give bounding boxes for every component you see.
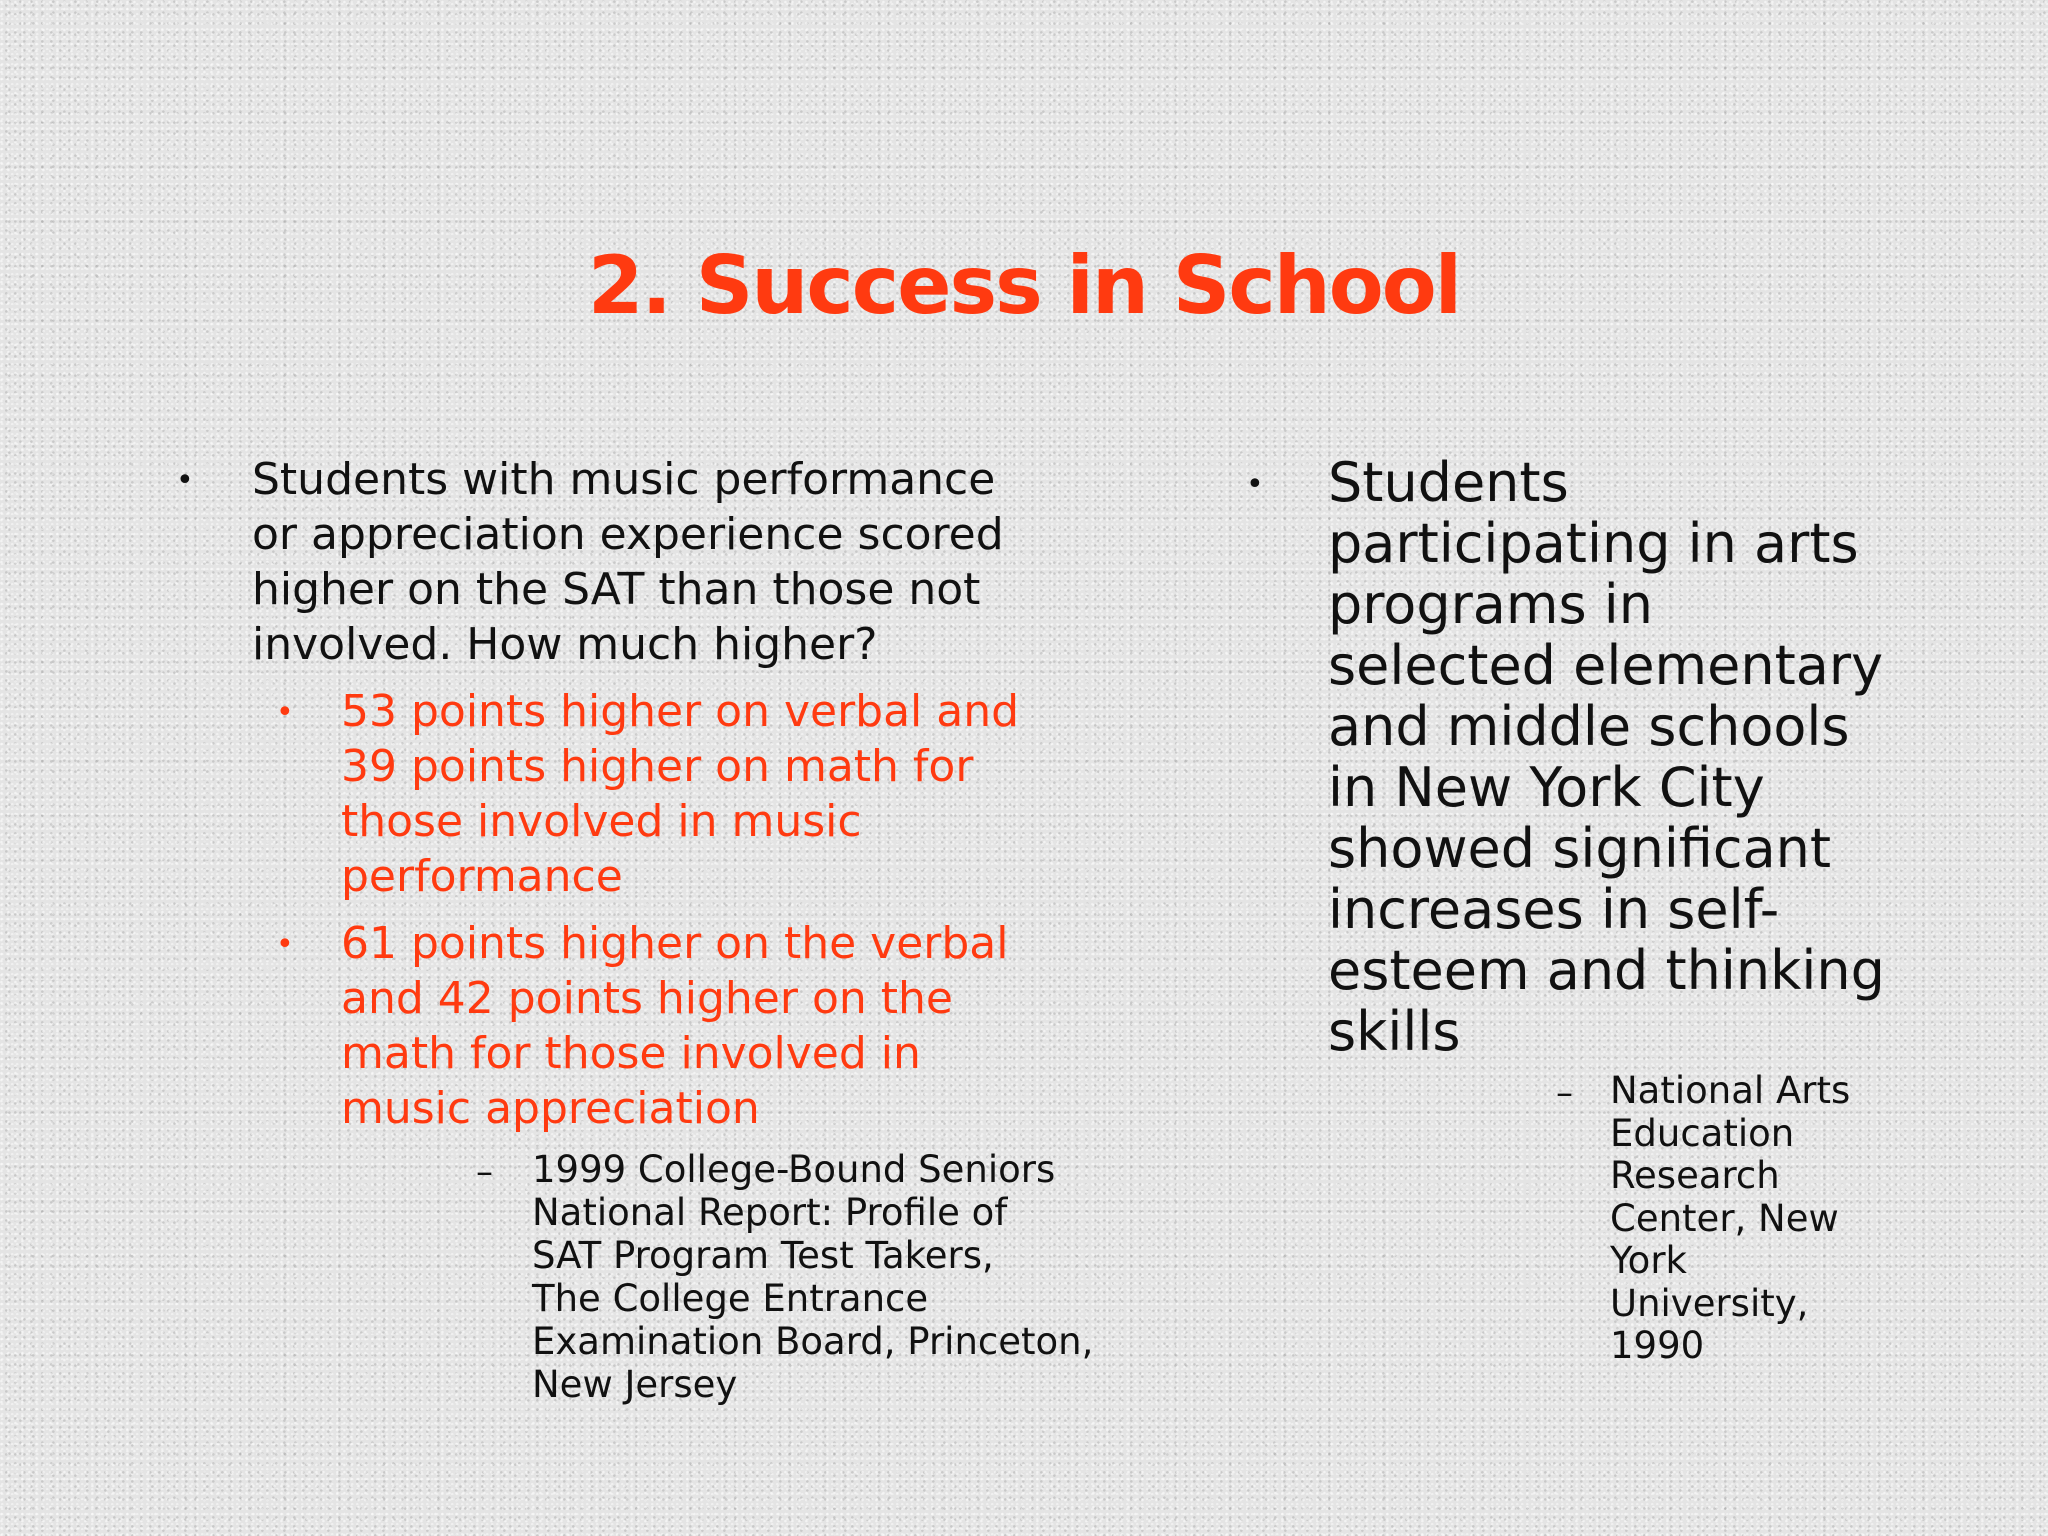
left-sub-text-1: 53 points higher on verbal and 39 points higher on math for those involved in music performance xyxy=(341,686,1020,902)
left-main-text: Students with music performance or appreciation experience scored higher on the SAT than those not involved. How much higher? xyxy=(252,454,1004,670)
left-column xyxy=(176,452,1106,1406)
left-sub-bullet-2 xyxy=(176,916,1106,1136)
left-sub-text-2: 61 points higher on the verbal and 42 points higher on the math for those involved in music appreciation xyxy=(341,918,1009,1134)
right-column xyxy=(1246,452,1886,1368)
bullet-icon: • xyxy=(276,695,294,730)
left-sub-bullet-1 xyxy=(176,684,1106,904)
dash-icon: – xyxy=(1556,1073,1573,1113)
right-main-bullet xyxy=(1246,452,1886,1062)
left-main-bullet xyxy=(176,452,1106,672)
bullet-icon: • xyxy=(276,927,294,962)
left-citation-text: 1999 College-Bound Seniors National Report: Profile of SAT Program Test Takers, The College Entrance Examination Board, Princeton, New Jersey xyxy=(532,1148,1094,1406)
right-citation-text: National Arts Education Research Center, New York University, 1990 xyxy=(1610,1069,1851,1367)
slide-title: 2. Success in School xyxy=(587,239,1461,332)
right-main-text: Students participating in arts programs in selected elementary and middle schools in New York City showed significant increases in self- esteem and thinking skills xyxy=(1328,451,1885,1063)
bullet-icon: • xyxy=(176,463,194,498)
bullet-icon: • xyxy=(1246,467,1264,502)
right-citation xyxy=(1246,1070,1886,1368)
left-citation xyxy=(176,1148,1106,1406)
dash-icon: – xyxy=(476,1152,493,1192)
